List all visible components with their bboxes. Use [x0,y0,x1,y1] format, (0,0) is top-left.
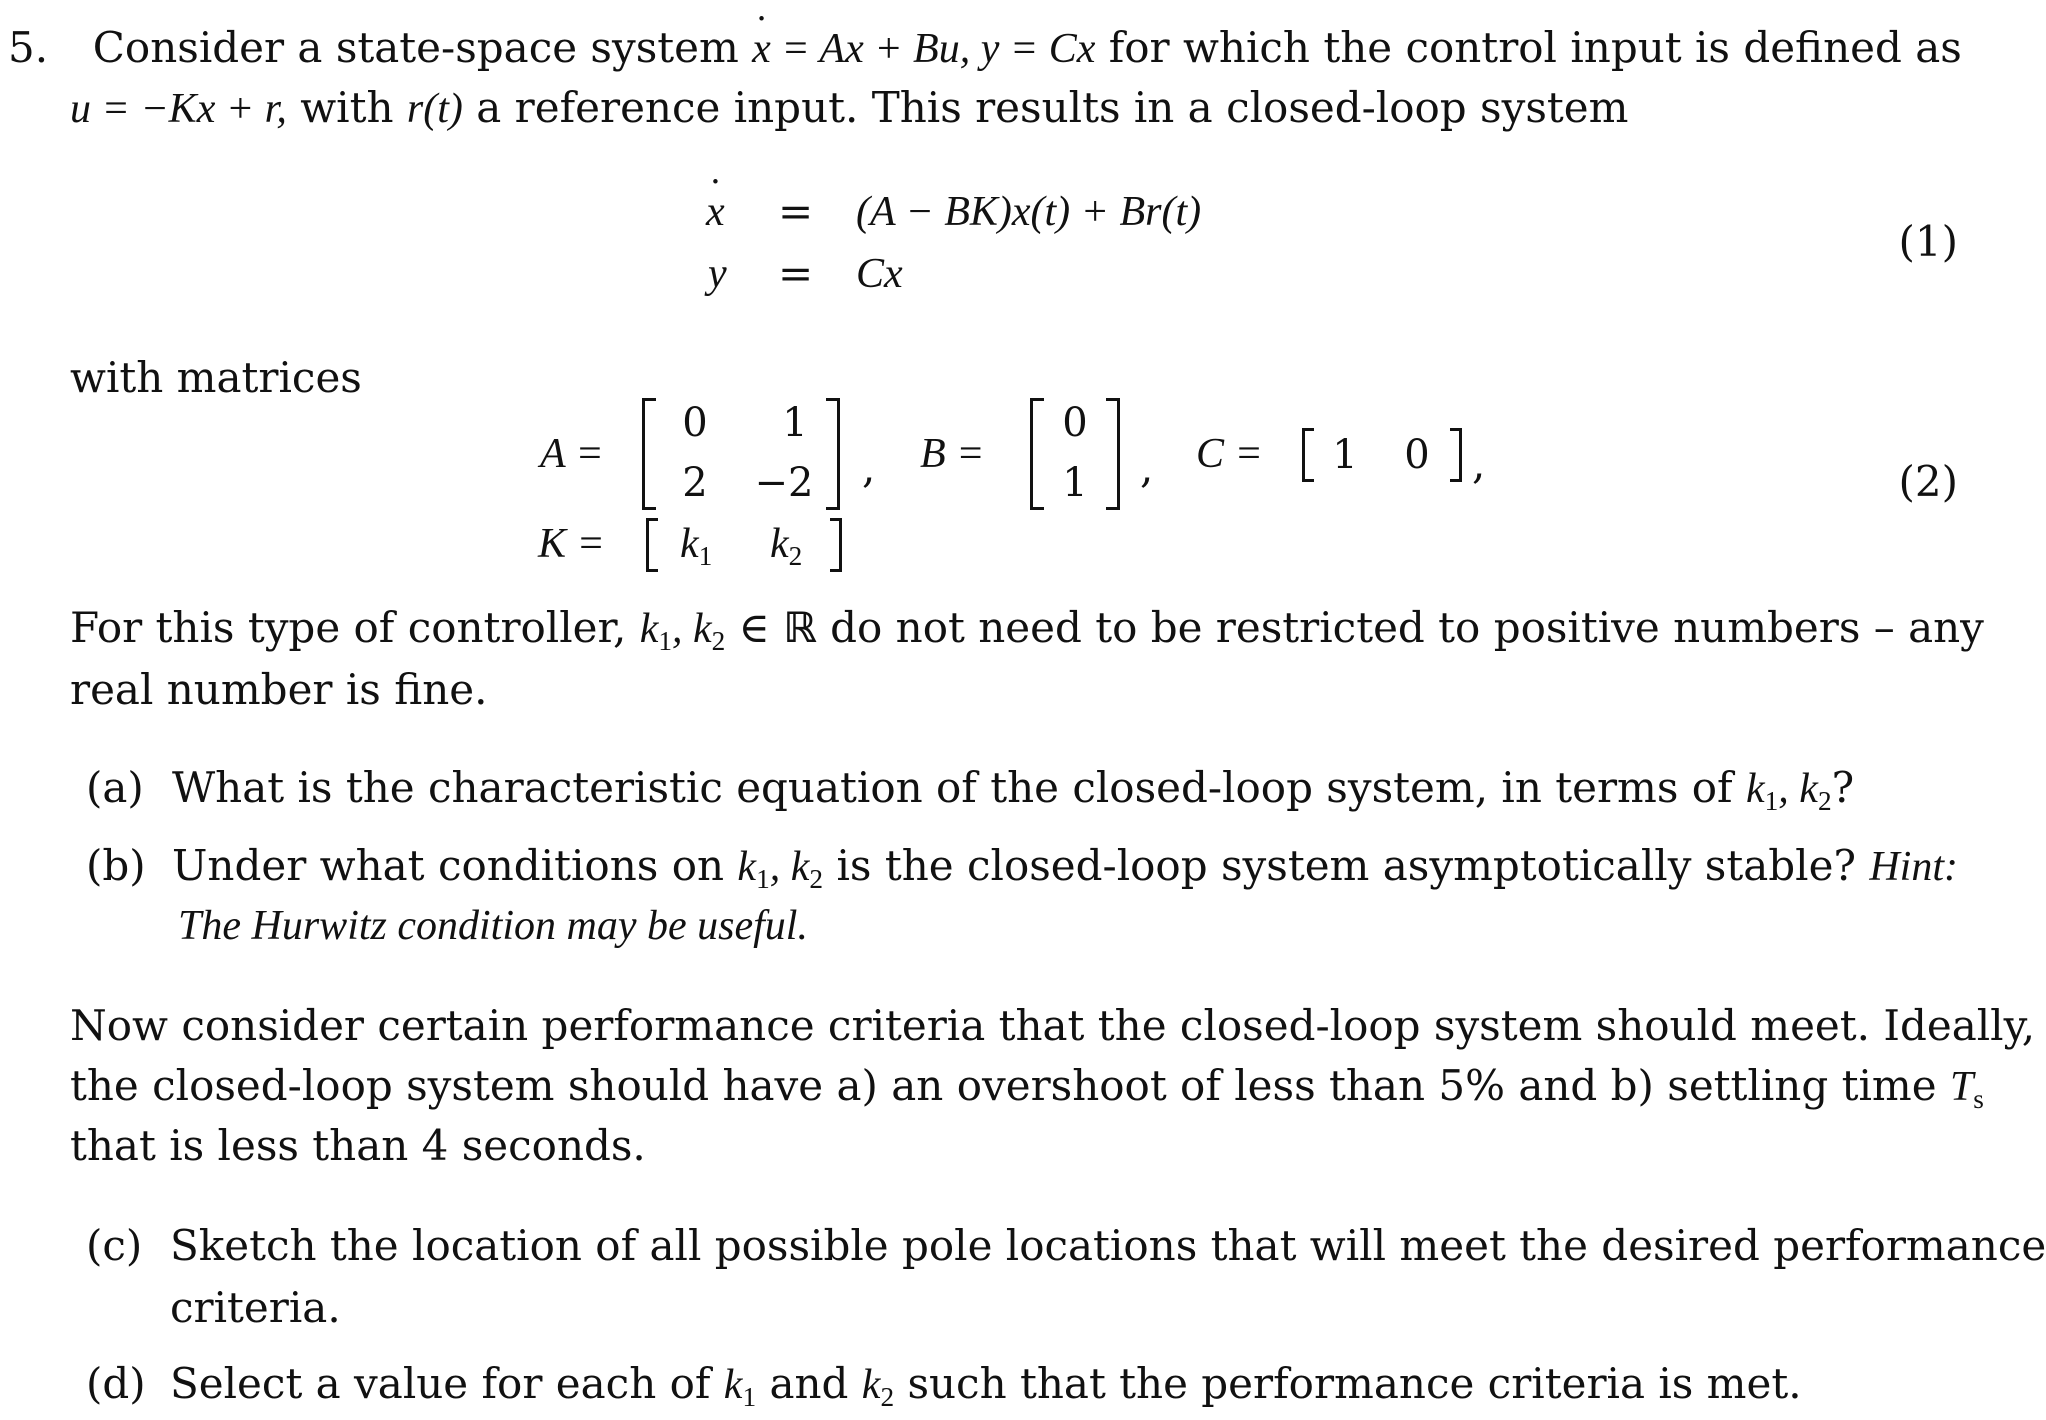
part-c-text-line-2: criteria. [170,1283,341,1332]
part-d-text: Select a value for each of $k_1$ and $k_2$ such that the performance criteria is met. [170,1359,1802,1413]
matrix-a-label: A = [540,431,604,477]
matrix-c-label: C = [1196,431,1263,477]
matrix-c-left-bracket [1302,428,1314,482]
part-d-label: (d) [86,1359,146,1408]
part-c-label: (c) [86,1221,143,1270]
matrix-b-cell: 0 [1062,400,1088,446]
settling-time-symbol: $T_s$ [1949,1064,1984,1115]
matrix-k-left-bracket [646,518,658,572]
part-b-hint-line-2: The Hurwitz condition may be useful. [178,903,808,949]
matrix-b-label: B = [920,431,985,477]
matrix-a-cell: 0 [682,400,708,446]
intro-text-3: with [300,83,407,132]
part-a-text: What is the characteristic equation of the closed-loop system, in terms of $k_1$, $k_2$? [172,763,1855,817]
eq1-lhs1: ˙ x [706,184,725,240]
part-b-label: (b) [86,841,146,890]
equation-2-number: (2) [1898,457,1958,506]
eq1-equals2: = [778,249,814,298]
eq1-rhs2: Cx [856,251,903,297]
performance-line-1: Now consider certain performance criteria that the closed-loop system should meet. Ideally, [70,1001,2036,1050]
intro-text-2: for which the control input is defined as [1108,23,1962,72]
matrix-a-cell: 1 [782,400,808,446]
matrix-b-comma: , [1140,443,1154,492]
matrix-k-cell: $k_1$ [680,521,713,572]
matrix-c-cell: 1 [1332,432,1358,478]
intro-text-1: Consider a state-space system [92,23,753,72]
problem-number: 5. [8,23,49,72]
performance-line-2: the closed-loop system should have a) an overshoot of less than 5% and b) settling time $T_s$ [70,1061,1984,1115]
part-c-text-line-1: Sketch the location of all possible pole locations that will meet the desired performance [170,1221,2046,1270]
matrix-b-left-bracket [1030,398,1044,510]
matrix-b-right-bracket [1106,398,1120,510]
controller-note-line-2: real number is fine. [70,665,488,714]
eq1-equals1: = [778,187,814,236]
part-b-text-line-1: Under what conditions on $k_1$, $k_2$ is the closed-loop system asymptotically stable? Hint: [172,841,1958,895]
matrix-k-cell: $k_2$ [770,521,803,572]
x-dot-symbol: ˙ x [752,21,771,77]
real-numbers-symbol: ℝ [783,603,817,652]
controller-note-line-1: For this type of controller, $k_1$, $k_2$ ∈ ℝ do not need to be restricted to positive numbers – any [70,603,1984,657]
matrix-a-comma: , [862,443,876,492]
matrix-c-cell: 0 [1404,432,1430,478]
matrix-a-cell: 2 [682,460,708,506]
intro-line-1 [8,20,1962,77]
matrix-c-comma: , [1472,439,1486,488]
matrix-a-left-bracket [642,398,656,510]
eq1-rhs1: (A − BK)x(t) + Br(t) [856,189,1202,235]
with-matrices-text: with matrices [70,353,362,402]
equation-1-number: (1) [1898,217,1958,266]
hint-label: Hint: [1869,844,1958,890]
reference-input-symbol: r(t) [406,86,463,132]
matrix-a-right-bracket [826,398,840,510]
matrix-k-label: K = [538,521,605,567]
matrix-c-right-bracket [1450,428,1462,482]
intro-text-4: a reference input. This results in a closed-loop system [476,83,1629,132]
control-law: u = −Kx + r, [70,86,287,132]
matrix-a-cell: −2 [754,460,814,506]
matrix-k-right-bracket [830,518,842,572]
performance-line-3: that is less than 4 seconds. [70,1121,646,1170]
matrix-b-cell: 1 [1062,460,1088,506]
part-a-label: (a) [86,763,144,812]
eq1-lhs2: y [708,251,727,297]
state-space-equation: = Ax + Bu, y = Cx [781,26,1096,72]
intro-line-2 [70,80,1628,137]
